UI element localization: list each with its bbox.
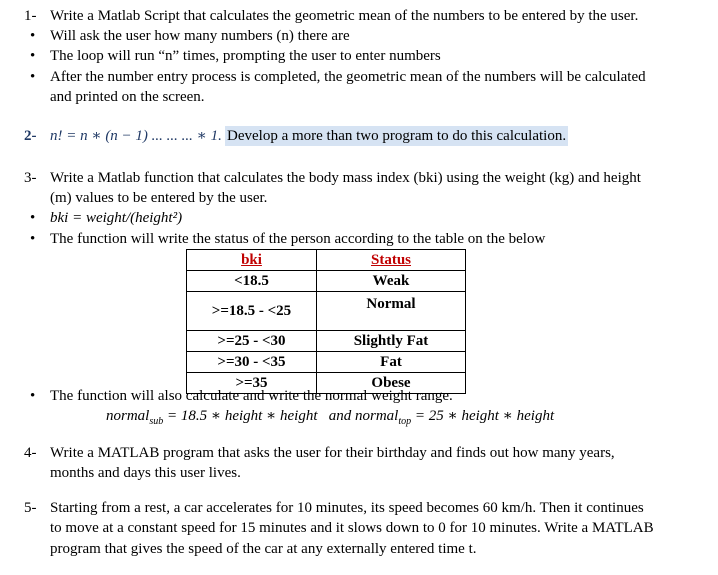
- question-5-text-line-3: program that gives the speed of the car at any externally entered time t.: [50, 541, 477, 557]
- bullet-icon: •: [30, 231, 36, 247]
- question-1-bullet-2: The loop will run “n” times, prompting the user to enter numbers: [50, 48, 441, 64]
- question-4-text-line-1: Write a MATLAB program that asks the user for their birthday and finds out how many years,: [50, 445, 615, 461]
- question-4-text-line-2: months and days this user lives.: [50, 465, 241, 481]
- question-4-number: 4-: [24, 445, 37, 461]
- bullet-icon: •: [30, 69, 36, 85]
- bmi-status-table: [186, 249, 466, 394]
- table-cell: >=18.5 - <25: [187, 292, 317, 331]
- question-3-text-line-2: (m) values to be entered by the user.: [50, 190, 268, 206]
- factorial-formula: n! = n ∗ (n − 1) ... ... ... ∗ 1.: [50, 128, 222, 144]
- bullet-icon: •: [30, 28, 36, 44]
- table-row: [187, 352, 466, 373]
- question-5-text-line-1: Starting from a rest, a car accelerates for 10 minutes, its speed becomes 60 km/h. Then it continues: [50, 500, 644, 516]
- table-cell: >=35: [187, 373, 317, 394]
- question-3-number: 3-: [24, 170, 37, 186]
- question-3-bullet-3: The function will also calculate and write the normal weight range.: [50, 388, 453, 404]
- table-row: [187, 331, 466, 352]
- table-cell: Slightly Fat: [317, 331, 466, 352]
- question-5-number: 5-: [24, 500, 37, 516]
- table-cell: Normal: [317, 292, 466, 331]
- question-1-number: 1-: [24, 8, 37, 24]
- table-cell: Weak: [317, 271, 466, 292]
- question-2-text: Develop a more than two program to do this calculation.: [227, 128, 567, 144]
- question-1-bullet-3: After the number entry process is completed, the geometric mean of the numbers will be calculated: [50, 69, 646, 85]
- question-1-bullet-1: Will ask the user how many numbers (n) there are: [50, 28, 350, 44]
- bullet-icon: •: [30, 48, 36, 64]
- question-1-bullet-3-cont: and printed on the screen.: [50, 89, 205, 105]
- question-1-text: Write a Matlab Script that calculates the geometric mean of the numbers to be entered by the user.: [50, 8, 639, 24]
- table-cell: >=30 - <35: [187, 352, 317, 373]
- table-header-row: [187, 250, 466, 271]
- table-cell: >=25 - <30: [187, 331, 317, 352]
- table-cell: Obese: [317, 373, 466, 394]
- bullet-icon: •: [30, 388, 36, 404]
- table-row: [187, 271, 466, 292]
- normal-weight-formula: normal$_{sub}$ = 18.5 ∗ height ∗ height and normal$_{top}$ = 25 ∗ height ∗ height: [106, 408, 555, 427]
- table-row: [187, 292, 466, 331]
- table-cell: <18.5: [187, 271, 317, 292]
- question-5-text-line-2: to move at a constant speed for 15 minutes and it slows down to 0 for 10 minutes. Write a MATLAB: [50, 520, 654, 536]
- bullet-icon: •: [30, 210, 36, 226]
- table-cell: Fat: [317, 352, 466, 373]
- question-3-text-line-1: Write a Matlab function that calculates the body mass index (bki) using the weight (kg) and height: [50, 170, 641, 186]
- question-3-bullet-2: The function will write the status of the person according to the table on the below: [50, 231, 546, 247]
- question-2-number: 2-: [24, 128, 37, 144]
- table-header-bki: bki: [187, 250, 317, 271]
- table-header-status: Status: [317, 250, 466, 271]
- bki-formula: bki = weight/(height²): [50, 210, 183, 226]
